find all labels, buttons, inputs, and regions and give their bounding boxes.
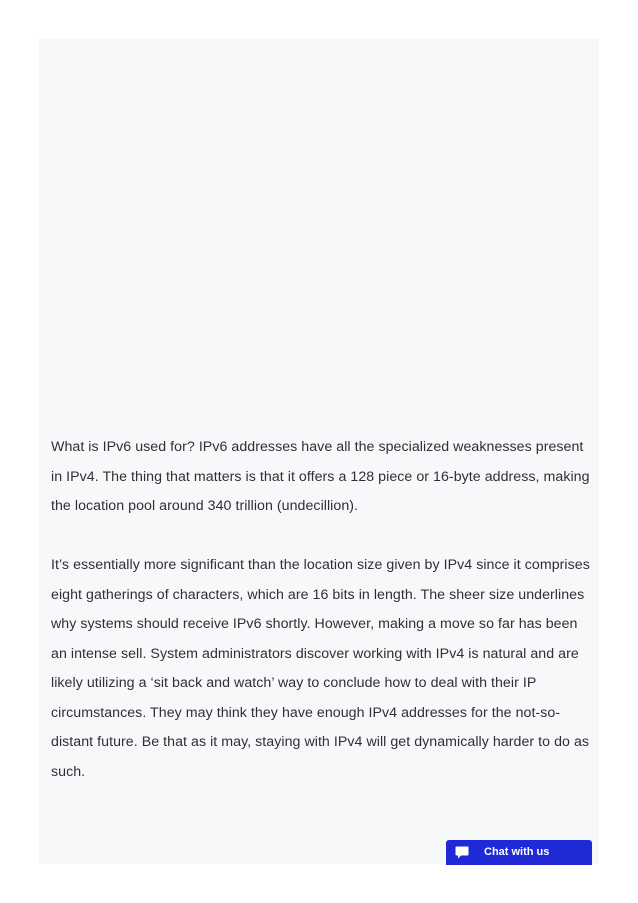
article-body <box>51 433 591 787</box>
chat-bubble-icon <box>455 846 469 859</box>
chat-button-label: Chat with us <box>484 846 550 858</box>
article-paragraph-1: What is IPv6 used for? IPv6 addresses have all the specialized weaknesses present in IPv4. The thing that matters is that it offers a 128 piece or 16-byte address, making the location pool around 340 trillion (undecillion). <box>51 439 590 514</box>
article-paragraph-2: It’s essentially more significant than the location size given by IPv4 since it comprises eight gatherings of characters, which are 16 bits in length. The sheer size underlines why systems should receive IPv6 shortly. However, making a move so far has been an intense sell. System administrators discover working with IPv4 is natural and are likely utilizing a ‘sit back and watch’ way to conclude how to deal with their IP circumstances. They may think they have enough IPv4 addresses for the not-so-distant future. Be that as it may, staying with IPv4 will get dynamically harder to do as such. <box>51 557 590 780</box>
chat-with-us-button[interactable] <box>446 840 592 865</box>
content-card <box>39 39 599 864</box>
